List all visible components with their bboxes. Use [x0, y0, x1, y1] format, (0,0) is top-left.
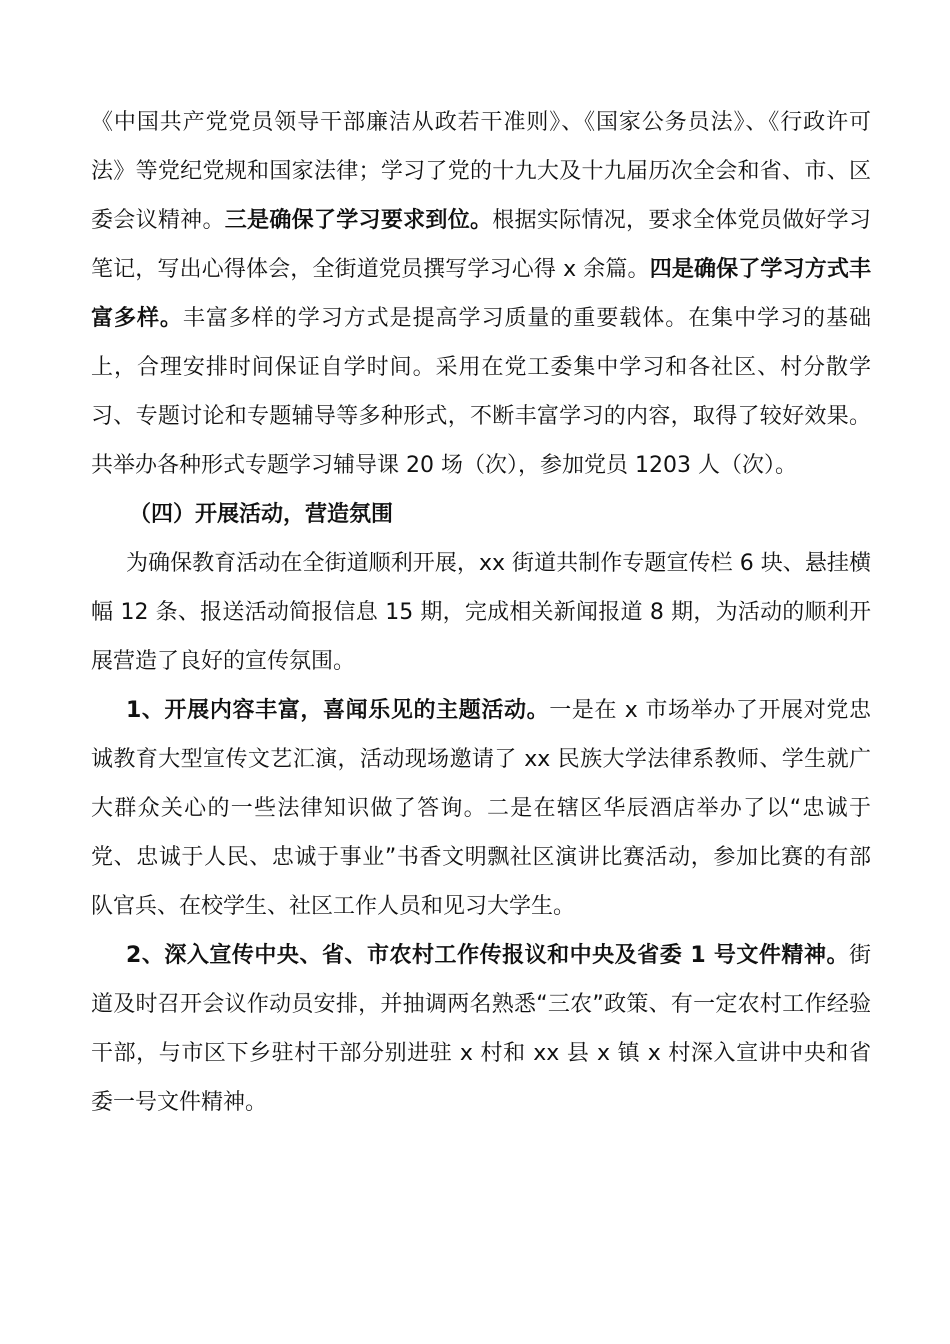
paragraph-study-content: [91, 98, 871, 490]
theme-activities-text: 一是在 x 市场举办了开展对党忠诚教育大型宣传文艺汇演，活动现场邀请了 xx 民族大学法律系教师、学生就广大群众关心的一些法律知识做了答询。二是在辖区华辰酒店举办了以“忠诚于党、忠诚于人民、忠诚于事业”书香文明飘社区演讲比赛活动，参加比赛的有部队官兵、在校学生、社区工作人员和见习大学生。: [91, 698, 871, 919]
point-four-bold: 四是确保了学习方式丰富多样。: [91, 257, 871, 331]
point-three-bold: 三是确保了学习要求到位。: [224, 208, 493, 233]
paragraph-publicity: 为确保教育活动在全街道顺利开展，xx 街道共制作专题宣传栏 6 块、悬挂横幅 12 条、报送活动简报信息 15 期，完成相关新闻报道 8 期，为活动的顺利开展营造了良好的宣传氛围。: [91, 551, 871, 674]
paragraph-theme-activities: [91, 686, 871, 931]
section-heading-four: （四）开展活动，营造氛围: [129, 502, 394, 527]
document-body: [91, 98, 871, 1127]
rural-work-text: 街道及时召开会议作动员安排，并抽调两名熟悉“三农”政策、有一定农村工作经验干部，与市区下乡驻村干部分别进驻 x 村和 xx 县 x 镇 x 村深入宣讲中央和省委一号文件精神。: [91, 943, 871, 1115]
study-requirements-text: 根据实际情况，要求全体党员做好学习笔记，写出心得体会，全街道党员撰写学习心得 x 余篇。: [91, 208, 871, 282]
study-methods-text: 丰富多样的学习方式是提高学习质量的重要载体。在集中学习的基础上，合理安排时间保证自学时间。采用在党工委集中学习和各社区、村分散学习、专题讨论和专题辅导等多种形式，不断丰富学习的内容，取得了较好效果。共举办各种形式专题学习辅导课 20 场（次），参加党员 1203 人（次）。: [91, 306, 871, 478]
study-laws-text: 《中国共产党党员领导干部廉洁从政若干准则》、《国家公务员法》、《行政许可法》等党纪党规和国家法律；学习了党的十九大及十九届历次全会和省、市、区委会议精神。: [91, 110, 871, 233]
paragraph-rural-work: [91, 931, 871, 1127]
item-one-bold: 1、开展内容丰富，喜闻乐见的主题活动。: [126, 698, 550, 723]
item-two-bold: 2、深入宣传中央、省、市农村工作传报议和中央及省委 1 号文件精神。: [126, 943, 849, 968]
